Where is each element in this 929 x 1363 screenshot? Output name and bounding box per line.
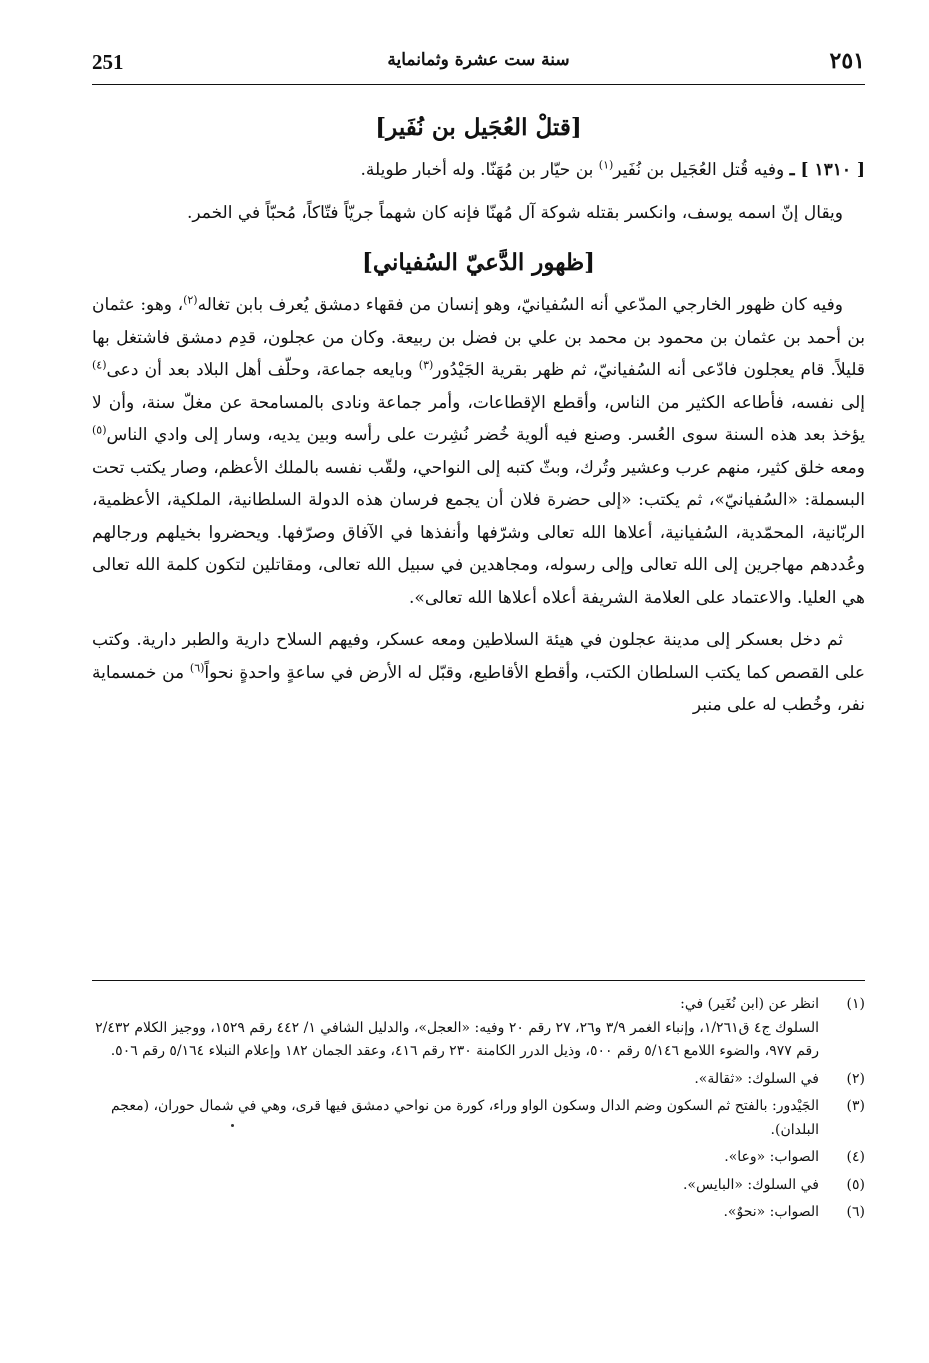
main-text xyxy=(92,108,865,732)
footnote-number: (١) xyxy=(846,996,865,1012)
footnote-ref: (٢) xyxy=(183,293,198,307)
footnote-text: في السلوك: «البايس». xyxy=(682,1176,819,1193)
footnote-text: انظر عن (ابن نُغَير) في: xyxy=(680,996,819,1012)
paragraph xyxy=(92,289,865,614)
entry-paragraph xyxy=(92,154,865,187)
footnote-ref: (٣) xyxy=(418,358,434,372)
entry-text: وفيه قُتل العُجَيل بن نُفَير xyxy=(613,160,785,180)
footnote xyxy=(92,1201,865,1225)
section-heading: [قتلْ العُجَيل بن نُفَير] xyxy=(375,114,582,141)
text-run: من خمسماية نفر، وخُطب له على منبر xyxy=(92,662,865,715)
footnote-ref: (٦) xyxy=(189,660,205,674)
text-run: ومعه خلق كثير، منهم عرب وعشير وتُرك، وبثّ كتبه إلى النواحي، ولقّب نفسه بالملك الأعظم، وصار يكتب تحت البسملة: «السُفيانيّ»، ثم يكتب: «إلى حضرة فلان أن يجمع فرسان هذه الدولة السلطانية، الملكية، الأعظمية، الربّانية، المحمّدية، السُفيانية، أعلاها الله تعالى وشرّفها وأنفذها في الآفاق وصرّفها. ويحضروا بخيلهم ورجالهم وعُددهم مهاجرين إلى الله تعالى وإلى رسوله، ومجاهدين في سبيل الله تعالى، ومقاتلين لتكون كلمة الله تعالى هي العليا. والاعتماد على العلامة الشريفة أعلاه أعلاها الله تعالى». xyxy=(92,457,865,608)
running-header xyxy=(92,48,865,82)
footnote-separator xyxy=(92,980,865,981)
footnote xyxy=(92,1174,865,1198)
footnote-number: (٦) xyxy=(846,1204,865,1220)
footnote-number: (٤) xyxy=(846,1149,865,1165)
footnote-number: (٢) xyxy=(846,1070,865,1087)
page-number-latin: 251 xyxy=(92,50,124,74)
text-run: إلى نفسه، فأطاعه الكثير من الناس، وأقطع الإقطاعات، وأمر جماعة ونادى بالمسامحة عن مغلّ سنة، وأن لا يؤخذ بعد هذه السنة سوى العُسر. وصنع فيه ألوية خُضر نُشِرت على رأسه وبين يديه، وسار إلى وادي الناس xyxy=(92,392,865,445)
paragraph xyxy=(92,624,865,722)
footnote-number: (٥) xyxy=(846,1176,865,1193)
text-run: وفيه كان ظهور الخارجي المدّعي أنه السُفيانيّ، وهو إنسان من فقهاء دمشق يُعرف بابن تغاله xyxy=(197,295,843,315)
footnote-number: (٣) xyxy=(846,1098,865,1114)
footnote xyxy=(92,1068,865,1092)
footnote xyxy=(92,1146,865,1170)
page-number-arabic: ٢٥١ xyxy=(829,48,865,74)
footnote-text: السلوك ج٤ ق١/٢٦١، وإنباء الغمر ٣/٩ و٢٦، ٢٧ رقم ٢٠ وفيه: «العجل»، والدليل الشافي ١/ ٤٤٢ رقم ١٥٢٩، ووجيز الكلام ٢/٤٣٢ رقم ٩٧٧، والضوء اللامع ٥/١٤٦ رقم ٥٠٠، وذيل الدرر الكامنة ٢٣٠ رقم ٤١٦، وعقد الجمان ١٨٢ وإعلام النبلاء ٥/١٦٤ رقم ٥٠٦. xyxy=(95,1019,819,1059)
footnote xyxy=(92,1095,865,1142)
footnote-text: الصواب: «وعا». xyxy=(724,1149,819,1165)
paragraph: ويقال إنّ اسمه يوسف، وانكسر بقتله شوكة آل مُهنّا فإنه كان شهماً جريّاً فتّاكاً، مُحبّاً في الخمر. xyxy=(186,202,843,223)
text-run: ، وهو: عثمان بن أحمد بن عثمان بن محمود بن محمد بن علي بن فضل بن ربيعة. وكان من عجلون، قدِم دمشق فاشتغل بها قليلاً. قام يعجلون فادّعى أنه السُفيانيّ، ثم ظهر بقرية الجَيْدُور xyxy=(92,295,865,380)
entry-text-continued: بن حيّار بن مُهَنّا. وله أخبار طويلة. xyxy=(360,160,594,180)
footnote-text: الصواب: «نحوٌ». xyxy=(723,1204,819,1220)
footnote-text: الجَيْدور: بالفتح ثم السكون وضم الدال وسكون الواو وراء، كورة من نواحي دمشق فيها قرى، وهي في شمال حوران، (معجم البلدان). xyxy=(110,1098,819,1138)
running-title: سنة ست عشرة وثمانماية xyxy=(387,50,570,70)
footnotes xyxy=(92,993,865,1229)
header-rule xyxy=(92,84,865,85)
footnote-ref: (١) xyxy=(598,158,614,172)
footnote xyxy=(92,993,865,1064)
entry-number: [ ١٣١٠ ] ـ xyxy=(789,160,865,180)
scan-speck xyxy=(231,1124,234,1127)
text-run: ثم دخل بعسكر إلى مدينة عجلون في هيئة السلاطين ومعه عسكر، وفيهم السلاح دارية والطبر دارية. وكتب على القصص كما يكتب السلطان الكتب، وأقطع الأقاطيع، وقبّل له الأرض في ساعةٍ واحدةٍ نحواً xyxy=(92,630,865,683)
section-heading: [ظهور الدَّعيّ السُفياني] xyxy=(361,249,596,276)
footnote-text: في السلوك: «ثقالة». xyxy=(694,1070,819,1087)
text-run: وبايعه جماعة، وحلّف أهل البلاد بعد أن دعى xyxy=(106,360,413,380)
footnote-ref: (٤) xyxy=(92,358,107,372)
footnote-ref: (٥) xyxy=(92,423,107,437)
